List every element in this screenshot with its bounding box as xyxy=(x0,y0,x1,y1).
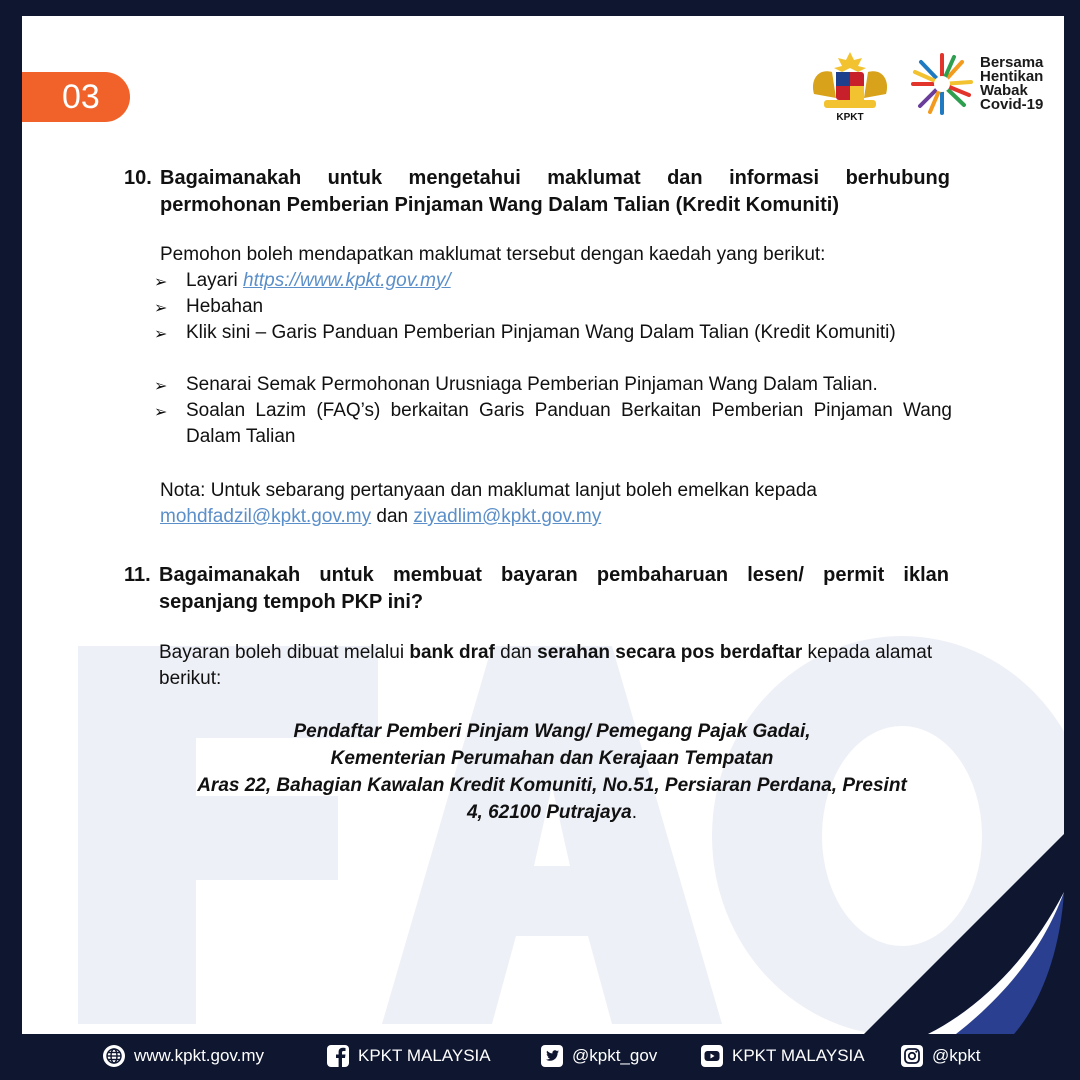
tagline-line: Bersama xyxy=(980,54,1044,71)
tagline-line: Wabak xyxy=(980,82,1028,99)
address-line: 4, 62100 Putrajaya xyxy=(466,802,632,823)
covid-campaign-logo xyxy=(910,52,974,116)
instagram-icon xyxy=(900,1044,924,1068)
list-item: Senarai Semak Permohonan Urusniaga Pemberian Pinjaman Wang Dalam Talian. xyxy=(186,374,878,395)
question-10-title-line: permohonan Pemberian Pinjaman Wang Dalam Talian (Kredit Komuniti) xyxy=(160,194,839,216)
note-join: dan xyxy=(376,506,409,527)
question-10-title xyxy=(160,165,950,219)
footer-bar xyxy=(0,1034,1080,1080)
arrow-bullet-icon: ➢ xyxy=(154,274,168,291)
campaign-tagline xyxy=(980,56,1060,112)
arrow-bullet-icon: ➢ xyxy=(154,326,168,343)
mailing-address xyxy=(152,718,952,826)
email-link-mohdfadzil[interactable]: mohdfadzil@kpkt.gov.my xyxy=(160,506,372,527)
footer-youtube-label: KPKT MALAYSIA xyxy=(732,1046,865,1065)
list-item xyxy=(186,268,952,294)
globe-icon xyxy=(102,1044,126,1068)
address-end: . xyxy=(631,802,638,823)
footer-website-label: www.kpkt.gov.my xyxy=(134,1046,265,1065)
question-10-intro: Pemohon boleh mendapatkan maklumat tersebut dengan kaedah yang berikut: xyxy=(160,244,826,265)
answer-text: Bayaran boleh dibuat melalui xyxy=(159,642,410,663)
question-11-title xyxy=(159,562,949,616)
footer-twitter-label: @kpkt_gov xyxy=(572,1046,658,1065)
question-11-title-line: Bagaimanakah untuk membuat bayaran pembaharuan lesen/ permit iklan xyxy=(159,564,949,586)
answer-bold: serahan secara pos berdaftar xyxy=(537,642,803,663)
tagline-line: Covid-19 xyxy=(980,96,1044,113)
question-11-number: 11. xyxy=(124,564,151,586)
question-10-note xyxy=(160,478,960,530)
note-text: Nota: Untuk sebarang pertanyaan dan maklumat lanjut boleh emelkan kepada xyxy=(160,480,817,501)
youtube-icon xyxy=(700,1044,724,1068)
email-link-ziyadlim[interactable]: ziyadlim@kpkt.gov.my xyxy=(413,506,602,527)
faq-content xyxy=(22,16,1064,1034)
answer-bold: bank draf xyxy=(409,642,495,663)
address-line: Kementerian Perumahan dan Kerajaan Tempatan xyxy=(330,748,774,769)
kpkt-crest-label: KPKT xyxy=(836,112,864,123)
arrow-bullet-icon: ➢ xyxy=(154,378,168,395)
kpkt-crest-logo xyxy=(808,50,892,114)
tagline-line: Hentikan xyxy=(980,68,1044,85)
question-11-answer xyxy=(159,640,949,692)
list-item-prefix: Layari xyxy=(186,270,244,291)
header-logos xyxy=(808,50,1058,128)
question-10-number: 10. xyxy=(124,167,152,189)
question-10-title-line: Bagaimanakah untuk mengetahui maklumat dan informasi berhubung xyxy=(160,167,950,189)
twitter-icon xyxy=(540,1044,564,1068)
arrow-bullet-icon: ➢ xyxy=(154,300,168,317)
question-11-title-line: sepanjang tempoh PKP ini? xyxy=(159,591,424,613)
list-item: Hebahan xyxy=(186,296,264,317)
answer-text: dan xyxy=(494,642,538,663)
address-line: Pendaftar Pemberi Pinjam Wang/ Pemegang Pajak Gadai, xyxy=(293,721,811,742)
answer-text: kepada alamat berikut: xyxy=(159,642,933,689)
footer-instagram-label: @kpkt xyxy=(932,1046,981,1065)
faq-page xyxy=(22,16,1064,1034)
kpkt-website-link[interactable]: https://www.kpkt.gov.my/ xyxy=(243,270,451,291)
arrow-bullet-icon: ➢ xyxy=(154,404,168,421)
facebook-icon xyxy=(326,1044,350,1068)
page-number-tab: 03 xyxy=(22,72,130,122)
list-item: Klik sini – Garis Panduan Pemberian Pinjaman Wang Dalam Talian (Kredit Komuniti) xyxy=(186,322,896,343)
address-line: Aras 22, Bahagian Kawalan Kredit Komuniti, No.51, Persiaran Perdana, Presint xyxy=(197,775,907,796)
footer-facebook-label: KPKT MALAYSIA xyxy=(358,1046,491,1065)
list-item: Soalan Lazim (FAQ’s) berkaitan Garis Panduan Berkaitan Pemberian Pinjaman Wang Dalam Talian xyxy=(186,400,952,447)
